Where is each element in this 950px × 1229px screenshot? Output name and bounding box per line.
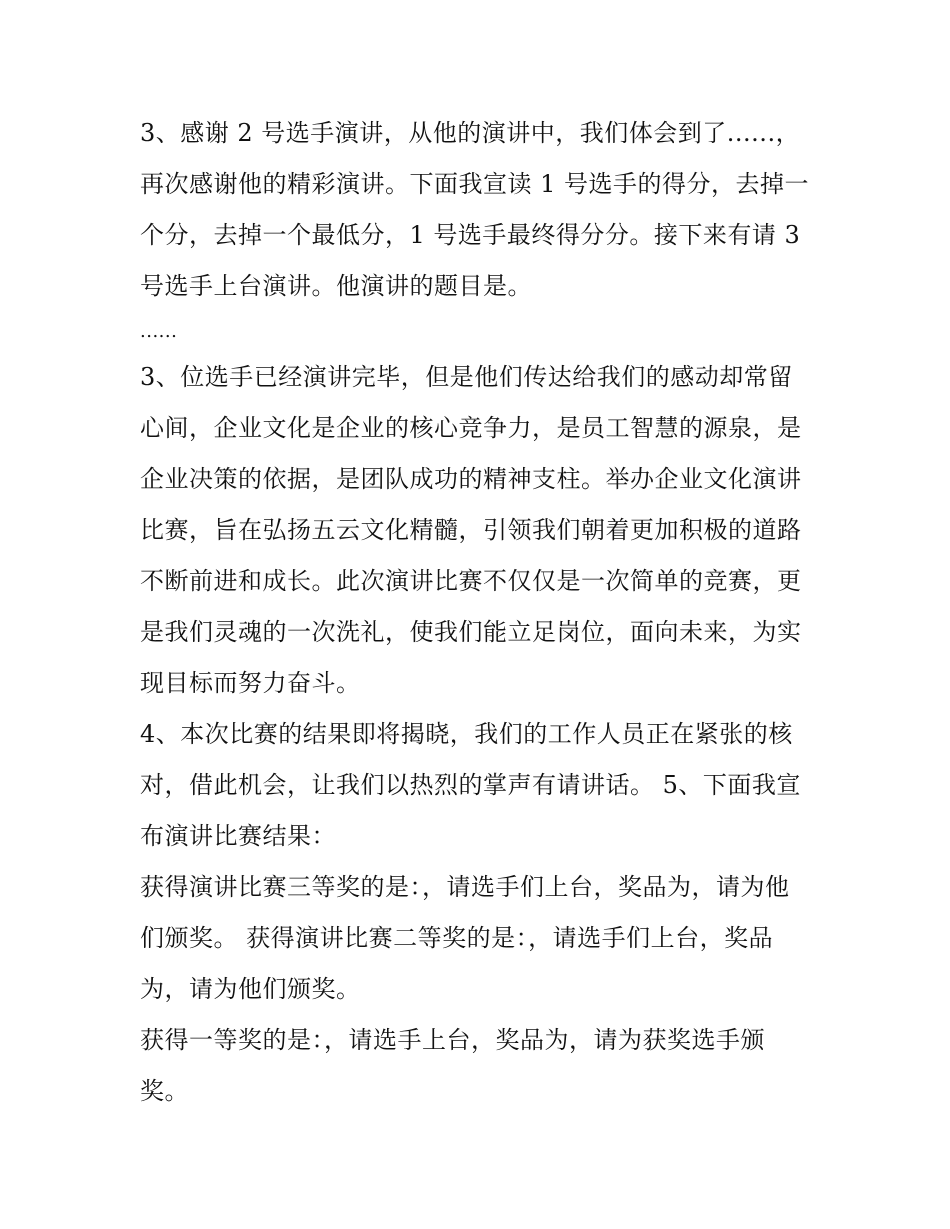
text-line: 企业决策的依据，是团队成功的精神支柱。举办企业文化演讲 [140,465,802,493]
text-line: 们颁奖。 获得演讲比赛二等奖的是：，请选手们上台，奖品 [140,924,774,952]
text-line: 号选手上台演讲。他演讲的题目是。 [140,272,532,300]
text-line: 布演讲比赛结果： [140,822,336,850]
text-line: 不断前进和成长。此次演讲比赛不仅仅是一次简单的竞赛，更 [140,567,802,595]
text-line: 对，借此机会，让我们以热烈的掌声有请讲话。 5、下面我宣 [140,771,801,799]
text-line: 是我们灵魂的一次洗礼，使我们能立足岗位，面向未来，为实 [140,618,802,646]
document-body [140,108,820,1117]
text-line: 获得演讲比赛三等奖的是：，请选手们上台，奖品为，请为他 [140,873,790,901]
text-line: 心间，企业文化是企业的核心竞争力，是员工智慧的源泉，是 [140,414,802,442]
text-line: 个分，去掉一个最低分，1 号选手最终得分分。接下来有请 3 [140,221,801,249]
text-line: 为，请为他们颁奖。 [140,975,361,1003]
text-line: 4、本次比赛的结果即将揭晓，我们的工作人员正在紧张的核 [140,720,793,748]
text-line: 比赛，旨在弘扬五云文化精髓，引领我们朝着更加积极的道路 [140,516,802,544]
text-line: 3、感谢 2 号选手演讲，从他的演讲中，我们体会到了......， [140,119,801,147]
text-line: 获得一等奖的是：，请选手上台，奖品为，请为获奖选手颁 [140,1026,765,1054]
text-line: 3、位选手已经演讲完毕，但是他们传达给我们的感动却常留 [140,363,793,391]
ellipsis-line: ...... [140,321,178,342]
text-line: 奖。 [140,1077,189,1105]
text-line: 现目标而努力奋斗。 [140,669,361,697]
text-line: 再次感谢他的精彩演讲。下面我宣读 1 号选手的得分，去掉一 [140,170,810,198]
